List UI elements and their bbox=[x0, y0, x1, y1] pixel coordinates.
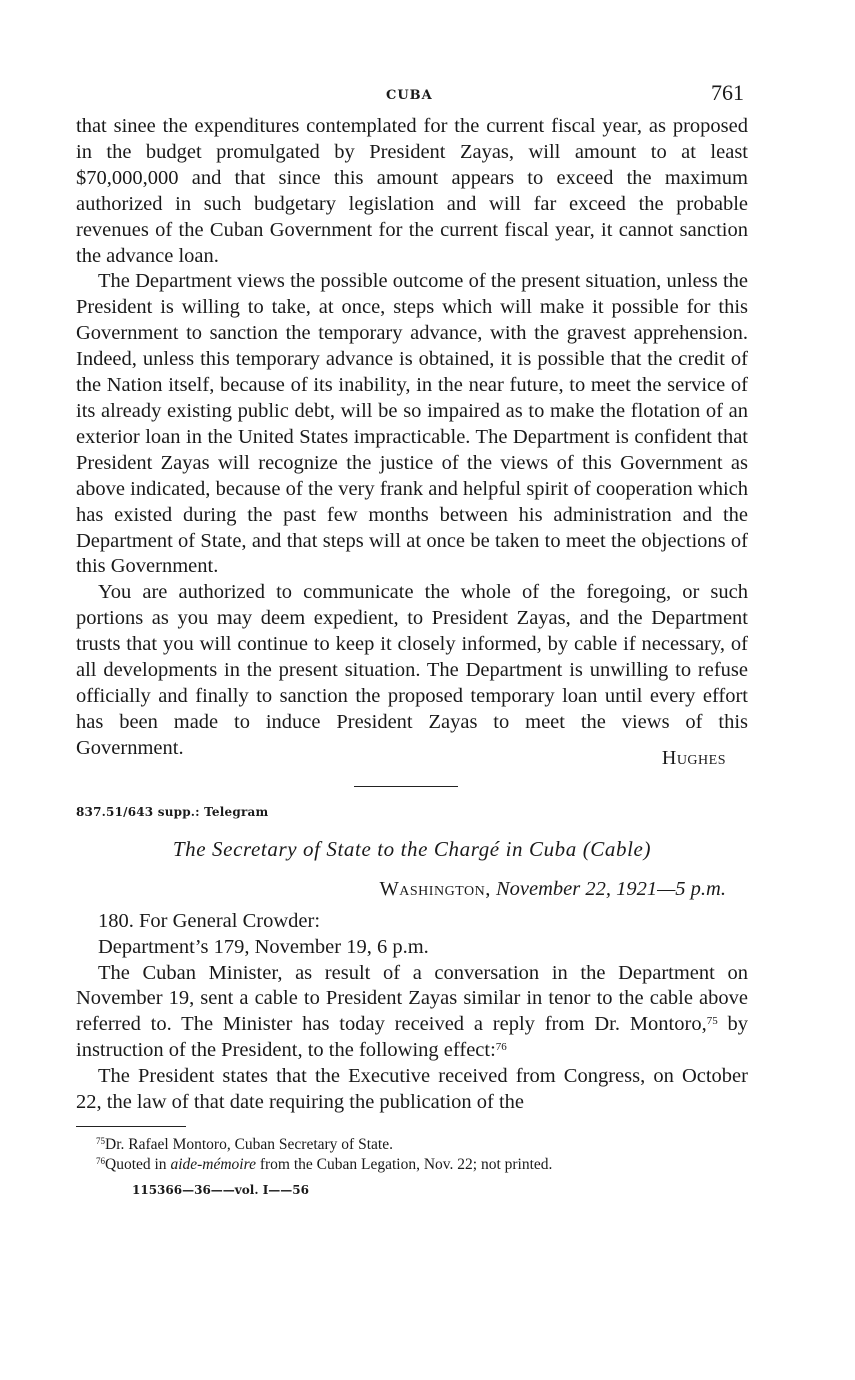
paragraph-cuban-minister-b: by instruction of the President, to the following effect: bbox=[76, 1013, 748, 1062]
section-divider bbox=[354, 786, 458, 787]
footnote-75 bbox=[76, 1135, 748, 1155]
paragraph-president-states: The President states that the Executive received from Congress, on October 22, the law of that date requiring the publication of the bbox=[76, 1065, 748, 1114]
printer-mark: 115366—36——vol. I——56 bbox=[132, 1183, 309, 1197]
paragraph-continuation: that sinee the expenditures contemplated for the current fiscal year, as proposed in the budget promulgated by President Zayas, will amount to at least $70,000,000 and that since this amount appears to exceed the maximum authorized in such budgetary legislation and will far exceed the probable revenues of the Cuban Government for the current fiscal year, it cannot sanction the advance loan. bbox=[76, 115, 748, 267]
footnote-mark-75: 75 bbox=[96, 1136, 105, 1146]
telegram-line-reference: Department’s 179, November 19, 6 p.m. bbox=[98, 935, 429, 958]
telegram-line-addressee: 180. For General Crowder: bbox=[98, 909, 321, 932]
footnote-text-76-italic: aide-mémoire bbox=[170, 1156, 256, 1173]
paragraph-authorization-end: Government. bbox=[76, 736, 184, 759]
document-page bbox=[76, 78, 748, 1197]
document-heading: The Secretary of State to the Chargé in Cuba (Cable) bbox=[172, 836, 652, 861]
telegram-body bbox=[76, 909, 748, 1116]
paragraph-cuban-minister-a: The Cuban Minister, as result of a conversation in the Department on November 19, sent a cable to President Zayas similar in tenor to the cable above referred to. The Minister has today received a reply from Dr. Montoro, bbox=[76, 961, 748, 1036]
running-head bbox=[76, 78, 748, 114]
paragraph-department-views: The Department views the possible outcome of the present situation, unless the President is willing to take, at once, steps which will make it possible for this Government to sanction the temporary advance, with the gravest apprehension. Indeed, unless this temporary advance is obtained, it is possible that the credit of the Nation itself, because of its inability, in the near future, to meet the service of its already existing public debt, will be so impaired as to make the flotation of an exterior loan in the United States impracticable. The Department is confident that President Zayas will recognize the justice of the views of this Government as above indicated, because of the very frank and helpful spirit of cooperation which has existed during the past few months between his administration and the Department of State, and that steps will at once be taken to meet the objections of this Government. bbox=[76, 270, 748, 578]
dateline-date: November 22, 1921—5 p.m. bbox=[495, 877, 726, 900]
closing-line bbox=[76, 736, 748, 769]
paragraph-authorization: You are authorized to communicate the whole of the foregoing, or such portions as you may deem expedient, to President Zayas, and the Department trusts that you will continue to keep it closely informed, by cable if necessary, of all developments in the present situation. The Department is unwilling to refuse officially and finally to sanction the proposed temporary loan until every effort has been made to induce President Zayas to meet the views of this bbox=[76, 581, 748, 733]
running-title: CUBA bbox=[386, 88, 433, 103]
footnote-ref-75: 75 bbox=[706, 1015, 718, 1028]
footnote-text-76-post: from the Cuban Legation, Nov. 22; not printed. bbox=[255, 1156, 553, 1173]
footnotes bbox=[76, 1135, 748, 1175]
signature: Hughes bbox=[661, 746, 726, 769]
footnote-mark-76: 76 bbox=[96, 1156, 105, 1166]
footnote-text-76-pre: Quoted in bbox=[105, 1156, 171, 1173]
paragraph-cuban-minister bbox=[76, 961, 748, 1065]
page-number: 761 bbox=[711, 80, 744, 105]
file-reference: 837.51/643 supp.: Telegram bbox=[76, 804, 269, 819]
dateline bbox=[76, 878, 748, 901]
footnote-divider bbox=[76, 1126, 186, 1127]
footnote-text-75: Dr. Rafael Montoro, Cuban Secretary of State. bbox=[105, 1136, 393, 1153]
footnote-76 bbox=[76, 1155, 748, 1175]
footnote-ref-76: 76 bbox=[495, 1041, 507, 1054]
dateline-place: Washington, bbox=[379, 877, 491, 900]
